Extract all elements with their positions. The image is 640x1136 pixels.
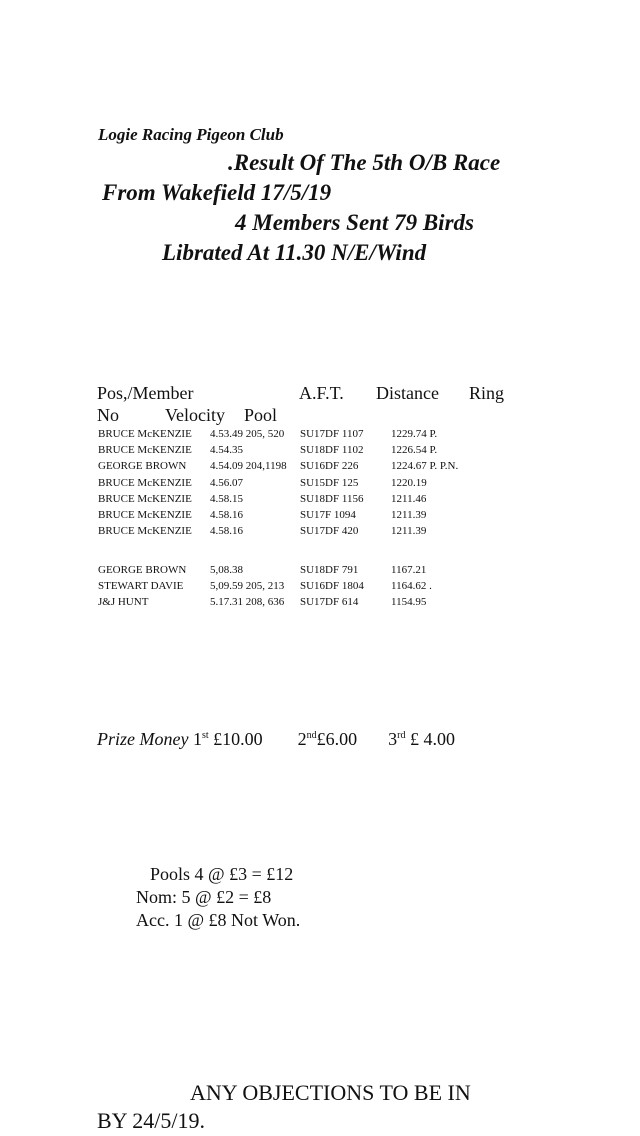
- ring-number: SU15DF 125: [300, 476, 359, 489]
- col-velocity: Velocity: [165, 405, 225, 425]
- race-title: .Result Of The 5th O/B Race: [228, 150, 501, 175]
- arrival-time: 4.56.07: [210, 476, 243, 489]
- liberation-info: Librated At 11.30 N/E/Wind: [162, 240, 427, 265]
- col-pool: Pool: [244, 405, 278, 425]
- member-name: BRUCE McKENZIE: [98, 525, 192, 538]
- arrival-time: 4.54.35: [210, 444, 243, 457]
- ring-number: SU18DF 1102: [300, 444, 364, 457]
- velocity: 1220.19: [391, 476, 427, 489]
- velocity: 1211.39: [391, 525, 427, 538]
- ring-number: SU16DF 226: [300, 460, 359, 473]
- objections-deadline: BY 24/5/19.: [97, 1108, 205, 1133]
- objections-notice: ANY OBJECTIONS TO BE IN: [190, 1080, 471, 1105]
- ring-number: SU17DF 1107: [300, 428, 364, 440]
- arrival-time: 4.58.16: [210, 508, 243, 521]
- member-name: BRUCE McKENZIE: [98, 444, 192, 457]
- prize-first: [193, 729, 263, 749]
- race-origin: From Wakefield 17/5/19: [102, 180, 332, 205]
- entries-summary: 4 Members Sent 79 Birds: [235, 210, 474, 235]
- velocity: 1229.74 P.: [391, 428, 438, 440]
- velocity: 1226.54 P.: [391, 444, 438, 457]
- prize-third-ordinal: 3: [388, 729, 398, 749]
- ring-number: SU17F 1094: [300, 508, 356, 521]
- pools-line: Pools 4 @ £3 = £12: [150, 864, 294, 884]
- col-aft: A.F.T.: [299, 383, 344, 403]
- ring-number: SU17DF 420: [300, 525, 359, 538]
- club-name: Logie Racing Pigeon Club: [98, 125, 284, 144]
- prize-second-suffix: nd: [306, 730, 317, 741]
- ring-number: SU16DF 1804: [300, 580, 364, 593]
- member-name: J&J HUNT: [98, 596, 149, 609]
- arrival-time: 4.53.49 205, 520: [210, 428, 285, 440]
- arrival-time: 4.54.09 204,1198: [210, 460, 287, 473]
- col-distance: Distance: [376, 383, 439, 403]
- prize-third-suffix: rd: [397, 730, 406, 741]
- member-name: STEWART DAVIE: [98, 580, 184, 593]
- prize-first-amount: £10.00: [208, 729, 263, 749]
- prize-second: [298, 729, 358, 749]
- velocity: 1167.21: [391, 564, 427, 576]
- ring-number: SU17DF 614: [300, 596, 359, 609]
- arrival-time: 4.58.16: [210, 525, 243, 538]
- col-pos-member: Pos,/Member: [97, 383, 194, 403]
- velocity: 1154.95: [391, 596, 427, 609]
- velocity: 1211.39: [391, 508, 427, 521]
- velocity: 1211.46: [391, 492, 427, 505]
- member-name: BRUCE McKENZIE: [98, 492, 192, 505]
- member-name: BRUCE McKENZIE: [98, 428, 192, 440]
- prize-money: [97, 729, 455, 750]
- nom-line: Nom: 5 @ £2 = £8: [136, 887, 272, 907]
- acc-line: Acc. 1 @ £8 Not Won.: [136, 910, 301, 930]
- member-name: GEORGE BROWN: [98, 460, 187, 473]
- prize-third-amount: £ 4.00: [405, 729, 455, 749]
- member-name: BRUCE McKENZIE: [98, 508, 192, 521]
- velocity: 1224.67 P. P.N.: [391, 460, 459, 473]
- prize-third: [388, 729, 455, 749]
- prize-second-ordinal: 2: [297, 729, 307, 749]
- arrival-time: 5,08.38: [210, 564, 243, 576]
- arrival-time: 5,09.59 205, 213: [210, 580, 285, 593]
- member-name: GEORGE BROWN: [98, 564, 187, 576]
- arrival-time: 4.58.15: [210, 492, 243, 505]
- prize-label: Prize Money: [97, 729, 189, 749]
- member-name: BRUCE McKENZIE: [98, 476, 192, 489]
- prize-second-amount: £6.00: [316, 729, 358, 749]
- prize-first-ordinal: 1: [192, 729, 202, 749]
- col-ring: Ring: [469, 383, 505, 403]
- col-no: No: [97, 405, 119, 425]
- prize-first-suffix: st: [201, 730, 209, 741]
- ring-number: SU18DF 1156: [300, 492, 364, 505]
- velocity: 1164.62 .: [391, 580, 432, 593]
- arrival-time: 5.17.31 208, 636: [210, 596, 285, 609]
- ring-number: SU18DF 791: [300, 564, 359, 576]
